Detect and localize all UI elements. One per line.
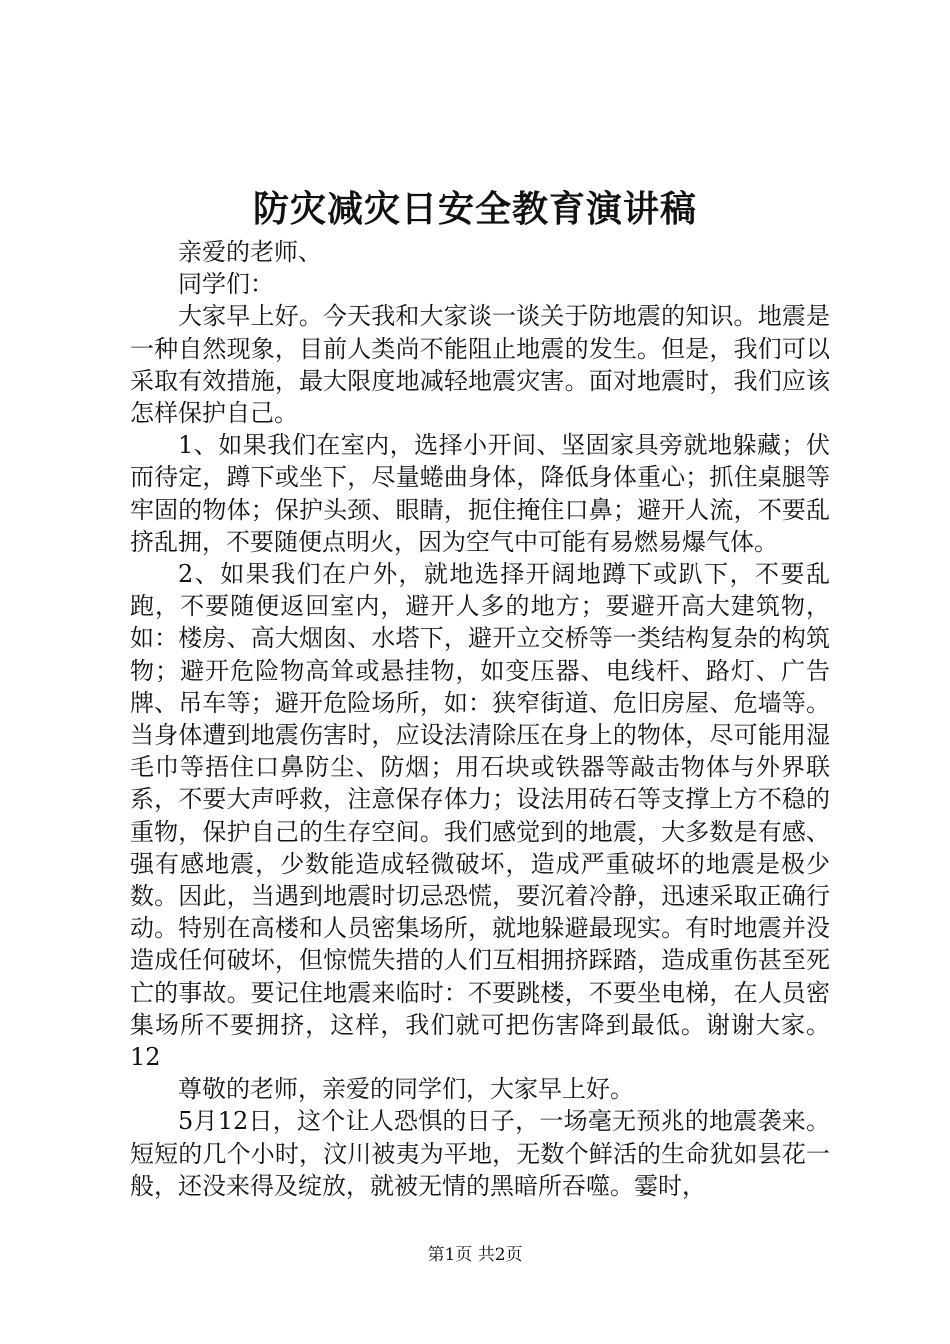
- document-body: [130, 236, 830, 1202]
- body-paragraph: 1、如果我们在室内，选择小开间、坚固家具旁就地躲藏；伏而待定，蹲下或坐下，尽量蜷曲身体，降低身体重心；抓住桌腿等牢固的物体；保护头颈、眼睛，扼住掩住口鼻；避开人流，不要乱挤乱拥，不要随便点明火，因为空气中可能有易燃易爆气体。: [130, 431, 830, 556]
- body-paragraph: 5月12日，这个让人恐惧的日子，一场毫无预兆的地震袭来。短短的几个小时，汶川被夷为平地，无数个鲜活的生命犹如昙花一般，还没来得及绽放，就被无情的黑暗所吞噬。霎时，: [130, 1107, 830, 1200]
- body-paragraph: 尊敬的老师，亲爱的同学们，大家早上好。: [178, 1075, 634, 1104]
- document-title: 防灾减灾日安全教育演讲稿: [252, 188, 697, 230]
- salutation-line-2: 同学们：: [178, 270, 274, 299]
- page-number-footer: 第1页 共2页: [427, 1245, 523, 1265]
- body-paragraph: 大家早上好。今天我和大家谈一谈关于防地震的知识。地震是一种自然现象，目前人类尚不能阻止地震的发生。但是，我们可以采取有效措施，最大限度地减轻地震灾害。面对地震时，我们应该怎样保护自己。: [130, 302, 830, 428]
- body-paragraph: 2、如果我们在户外，就地选择开阔地蹲下或趴下，不要乱跑，不要随便返回室内，避开人多的地方；要避开高大建筑物，如：楼房、高大烟囱、水塔下，避开立交桥等一类结构复杂的构筑物；避开危险物高耸或悬挂物，如变压器、电线杆、路灯、广告牌、吊车等；避开危险场所，如：狭窄街道、危旧房屋、危墙等。当身体遭到地震伤害时，应设法清除压在身上的物体，尽可能用湿毛巾等捂住口鼻防尘、防烟；用石块或铁器等敲击物体与外界联系，不要大声呼救，注意保存体力；设法用砖石等支撑上方不稳的重物，保护自己的生存空间。我们感觉到的地震，大多数是有感、强有感地震，少数能造成轻微破坏，造成严重破坏的地震是极少数。因此，当遇到地震时切忌恐慌，要沉着冷静，迅速采取正确行动。特别在高楼和人员密集场所，就地躲避最现实。有时地震并没造成任何破坏，但惊慌失措的人们互相拥挤踩踏，造成重伤甚至死亡的事故。要记住地震来临时：不要跳楼，不要坐电梯，在人员密集场所不要拥挤，这样，我们就可把伤害降到最低。谢谢大家。12: [130, 560, 830, 1072]
- salutation-line-1: 亲爱的老师、: [178, 238, 322, 266]
